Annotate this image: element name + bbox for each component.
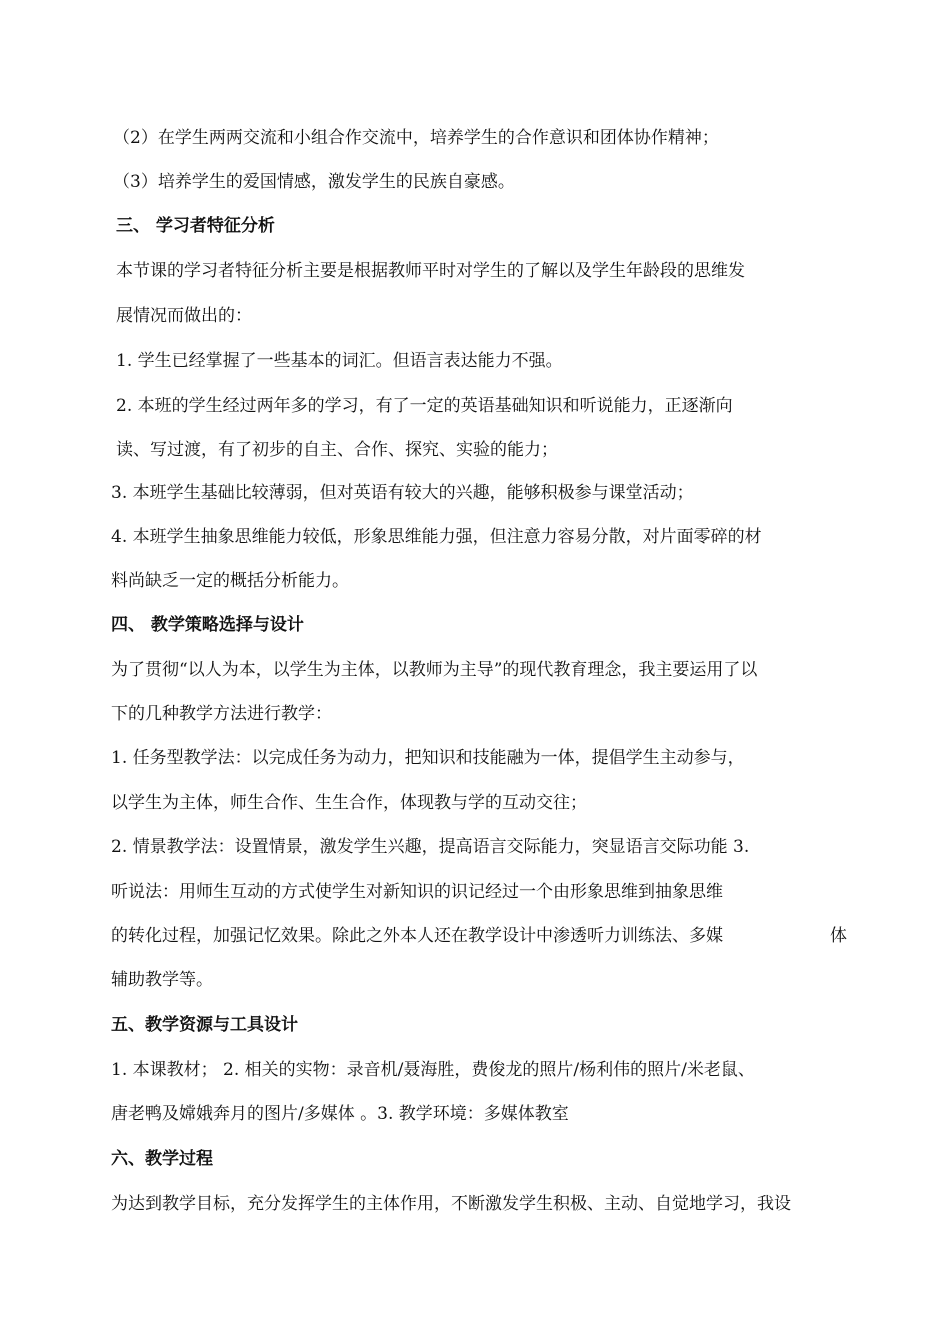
paragraph-line: 下的几种教学方法进行教学： [111, 704, 332, 724]
section-heading-6: 六、教学过程 [111, 1149, 213, 1169]
method-item-1-cont: 以学生为主体，师生合作、生生合作，体现教与学的互动交往； [111, 793, 587, 813]
list-item-4: 4. 本班学生抽象思维能力较低，形象思维能力强，但注意力容易分散，对片面零碎的材 [111, 527, 762, 547]
method-item-1: 1. 任务型教学法：以完成任务为动力，把知识和技能融为一体，提倡学生主动参与， [111, 748, 745, 768]
section-heading-3: 三、 学习者特征分析 [116, 216, 275, 236]
method-item-3: 听说法：用师生互动的方式使学生对新知识的识记经过一个由形象思维到抽象思维 [111, 882, 723, 902]
paragraph-line: 为达到教学目标，充分发挥学生的主体作用，不断激发学生积极、主动、自觉地学习，我设 [111, 1194, 791, 1214]
objective-item-2: （2）在学生两两交流和小组合作交流中，培养学生的合作意识和团体协作精神； [113, 128, 719, 148]
list-item-2-cont: 读、写过渡，有了初步的自主、合作、探究、实验的能力； [116, 440, 558, 460]
list-item-4-cont: 料尚缺乏一定的概括分析能力。 [111, 571, 349, 591]
method-item-3-tail: 体 [830, 926, 847, 946]
method-item-3-cont: 的转化过程，加强记忆效果。除此之外本人还在教学设计中渗透听力训练法、多媒 [111, 926, 723, 946]
section-heading-4: 四、 教学策略选择与设计 [111, 615, 304, 635]
paragraph-line: 为了贯彻“以人为本，以学生为主体，以教师为主导”的现代教育理念，我主要运用了以 [111, 660, 758, 680]
objective-item-3: （3）培养学生的爱国情感，激发学生的民族自豪感。 [113, 172, 515, 192]
method-item-3-end: 辅助教学等。 [111, 970, 213, 990]
list-item-1: 1. 学生已经掌握了一些基本的词汇。但语言表达能力不强。 [116, 351, 563, 371]
list-item-2: 2. 本班的学生经过两年多的学习，有了一定的英语基础知识和听说能力，正逐渐向 [116, 396, 733, 416]
list-item-3: 3. 本班学生基础比较薄弱，但对英语有较大的兴趣，能够积极参与课堂活动； [111, 483, 694, 503]
paragraph-line: 本节课的学习者特征分析主要是根据教师平时对学生的了解以及学生年龄段的思维发 [116, 261, 745, 281]
resource-line-cont: 唐老鸭及嫦娥奔月的图片/多媒体 。3. 教学环境：多媒体教室 [111, 1104, 569, 1124]
section-heading-5: 五、教学资源与工具设计 [111, 1015, 298, 1035]
method-item-2: 2. 情景教学法：设置情景，激发学生兴趣，提高语言交际能力，突显语言交际功能 3. [111, 837, 750, 857]
paragraph-line: 展情况而做出的： [116, 306, 252, 326]
resource-line: 1. 本课教材； 2. 相关的实物：录音机/聂海胜，费俊龙的照片/杨利伟的照片/米老鼠、 [111, 1060, 755, 1080]
